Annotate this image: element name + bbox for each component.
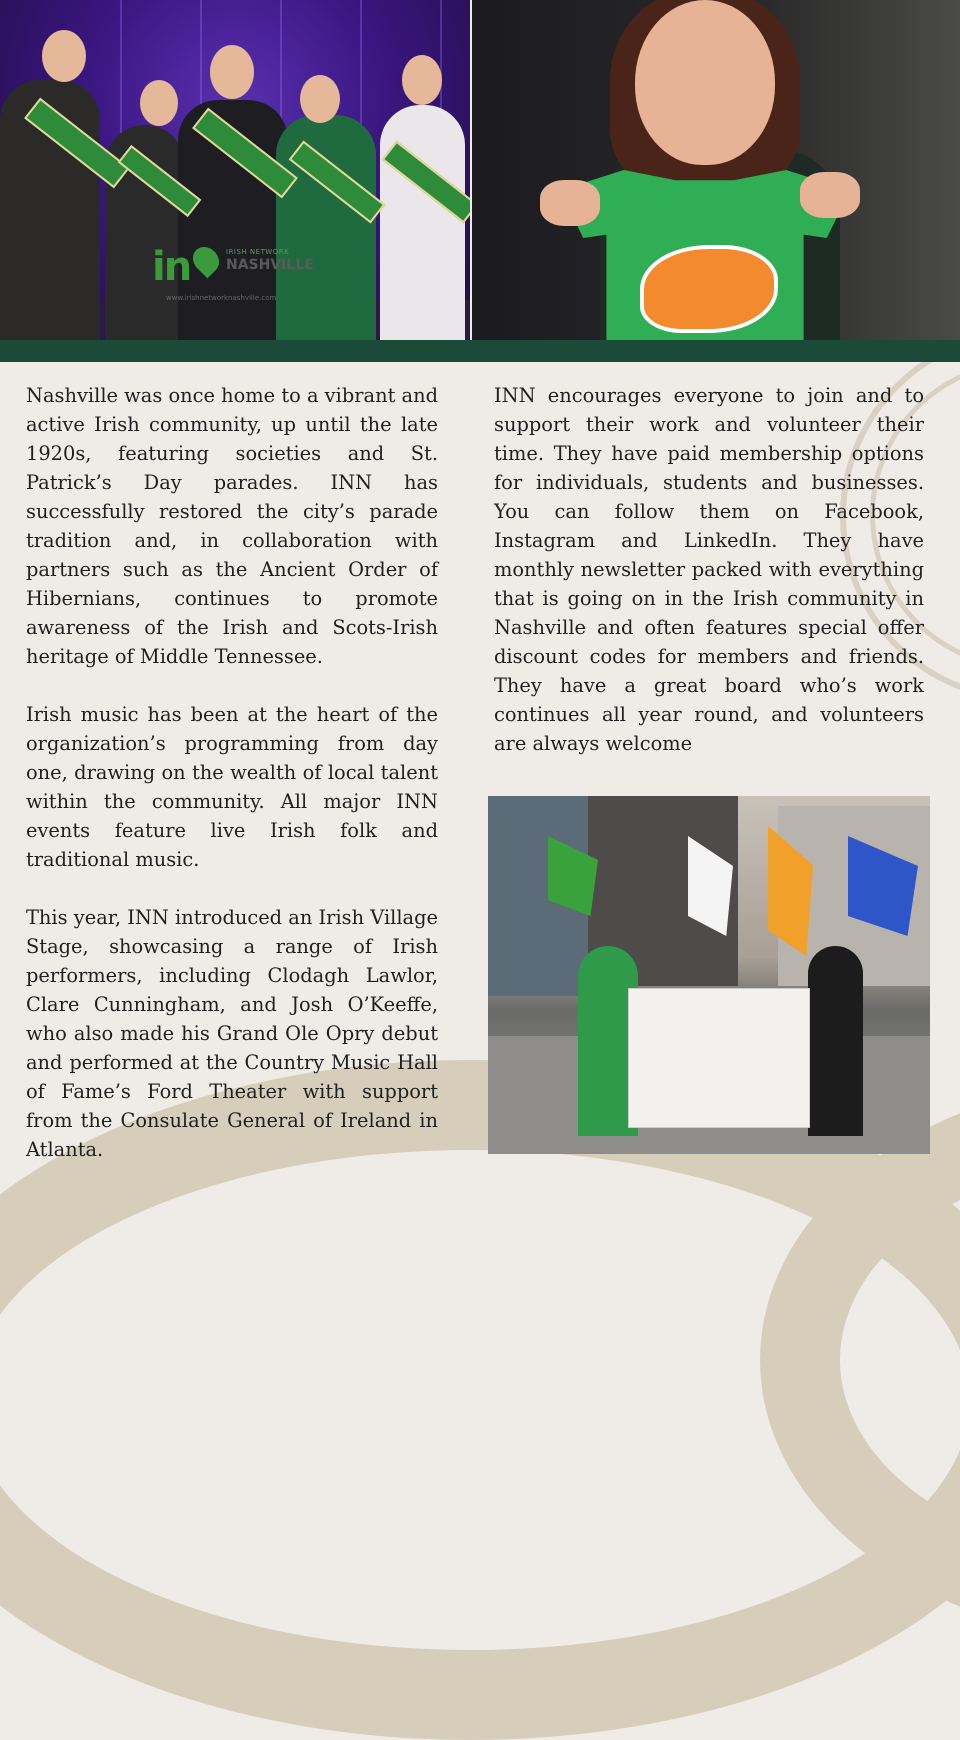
article-paragraph: INN encourages everyone to join and to support their work and volunteer their time. They have paid membership options for individuals, students and businesses. You can follow them on Facebook, Instagram and LinkedIn. They have monthly newsletter packed with everything that is going on in the Irish community in Nashville and often features special offer discount codes for members and friends. They have a great board who’s work continues all year round, and volunteers are always welcome [494,384,924,755]
parade-photo [488,796,930,1154]
banner-url: www.irishnetworknashville.com [166,294,277,302]
banner-org-big: NASHVILLE [226,257,314,273]
hand [800,172,860,218]
hand [540,180,600,226]
grand-marshals-photo [0,0,470,340]
banner-org-small: IRISH NETWORK [226,248,290,256]
divider-stripe [0,340,960,362]
predators-logo [640,245,778,333]
article-paragraph: Nashville was once home to a vibrant and active Irish community, up until the late 1920s, featuring societies and St. Patrick’s Day parades. INN has successfully restored the city’s parade tradition and, in collaboration with partners such as the Ancient Order of Hibernians, continues to promote awareness of the Irish and Scots-Irish heritage of Middle Tennessee. [26,384,438,668]
article-right-column [494,381,924,758]
article-left-column [26,381,438,1164]
article-paragraph: Irish music has been at the heart of the organization’s programming from day one, drawing on the wealth of local talent within the community. All major INN events feature live Irish folk and traditional music. [26,703,438,871]
article-paragraph: This year, INN introduced an Irish Village Stage, showcasing a range of Irish performers, including Clodagh Lawlor, Clare Cunningham, and Josh O’Keeffe, who also made his Grand Ole Opry debut and performed at the Country Music Hall of Fame’s Ford Theater with support from the Consulate General of Ireland in Atlanta. [26,906,438,1161]
parade-banner [628,988,810,1128]
inn-logo-text: in [152,244,191,290]
photo-person-face [635,0,775,165]
decorative-arc [760,1080,960,1640]
